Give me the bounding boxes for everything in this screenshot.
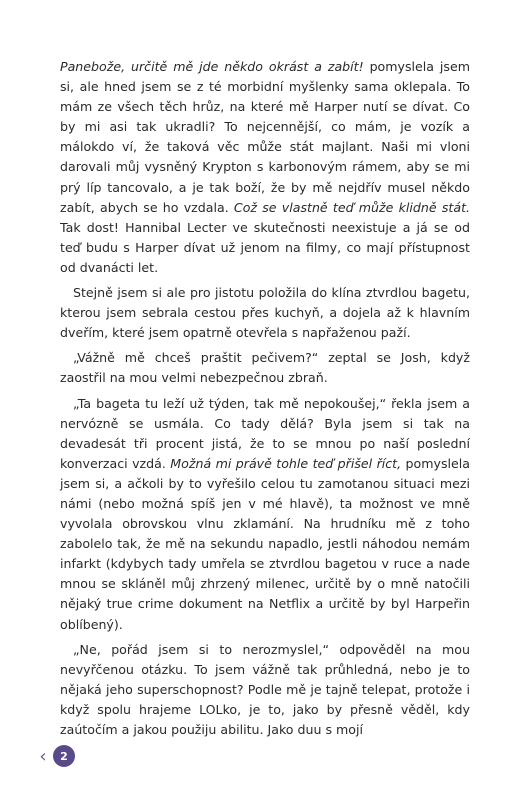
paragraph — [60, 283, 470, 343]
text-segment: Tak dost! Hannibal Lecter ve skutečnosti neexistuje a já se od teď budu s Harper dívat už jenom na filmy, co mají přístupnost od dvanácti let. — [60, 219, 470, 275]
text-segment: Což se vlastně teď může klidně stát. — [233, 199, 471, 215]
text-segment: „Vážně mě chceš praštit pečivem?“ zeptal se Josh, když zaostřil na mou velmi nebezpečnou zbraň. — [60, 350, 470, 386]
text-segment: pomyslela jsem si, ale hned jsem se z té morbidní myšlenky sama oklepala. To mám ze všech těch hrůz, na které mě Harper nutí se dívat. Co by mi asi tak ukradli? To nejcennější, co mám, je vozík a málokdo ví, že taková věc může stát majlant. Naši mi vloni darovali můj vysněný Krypton s karbonovým rámem, aby se mi prý líp tancovalo, a je tak boží, že by mě nejdřív musel někdo zabít, abych se ho vzdala. — [60, 59, 470, 215]
text-segment: Panebože, určitě mě jde někdo okrást a zabít! — [60, 59, 364, 74]
chevron-left-icon[interactable]: ‹ — [39, 745, 47, 767]
page-navigation — [35, 745, 75, 767]
text-segment: Stejně jsem si ale pro jistotu položila do klína ztvrdlou bagetu, kterou jsem sebrala cestou přes kuchyň, a dojela až k hlavním dveřím, které jsem opatrně otevřela s napřaženou paží. — [60, 285, 470, 341]
text-segment: pomyslela jsem si, a ačkoli by to vyřešilo celou tu zamotanou situaci mezi námi (nebo možná spíš jen v mé hlavě), ta možnost ve mně vyvolala obrovskou vlnu zklamání. Na hrudníku mě z toho zabolelo tak, že mě na sekundu napadlo, jestli náhodou nemám infarkt (kdybych tady umřela se ztvrdlou bagetou v ruce a nade mnou se skláněl můj zhrzený milenec, určitě by o mně natočili nějaký true crime dokument na Netflix a určitě by byl Harpeřin oblíbený). — [60, 455, 470, 632]
text-segment: „Ne, pořád jsem si to nerozmyslel,“ odpověděl na mou nevyřčenou otázku. To jsem vážně tak průhledná, nebo je to nějaká jeho superschopnost? Podle mě je tajně telepat, protože i když spolu hrajeme LOLko, je to, jako by přesně věděl, kdy zaútočím a jakou použiju abilitu. Jako duu s mojí — [60, 641, 470, 737]
paragraph — [60, 57, 470, 278]
paragraph — [60, 394, 470, 635]
page-body — [60, 57, 470, 745]
text-segment: „Ta bageta tu leží už týden, tak mě nepokoušej,“ řekla jsem a nervózně se usmála. Co tady dělá? Byla jsem si tak na devadesát tři procent jistá, že to se mnou po naší poslední konverzaci vzdá. — [60, 395, 470, 471]
page-number-badge: 2 — [53, 745, 75, 767]
paragraph — [60, 348, 470, 388]
paragraph — [60, 640, 470, 740]
text-segment: Možná mi právě tohle teď přišel říct, — [170, 455, 402, 471]
